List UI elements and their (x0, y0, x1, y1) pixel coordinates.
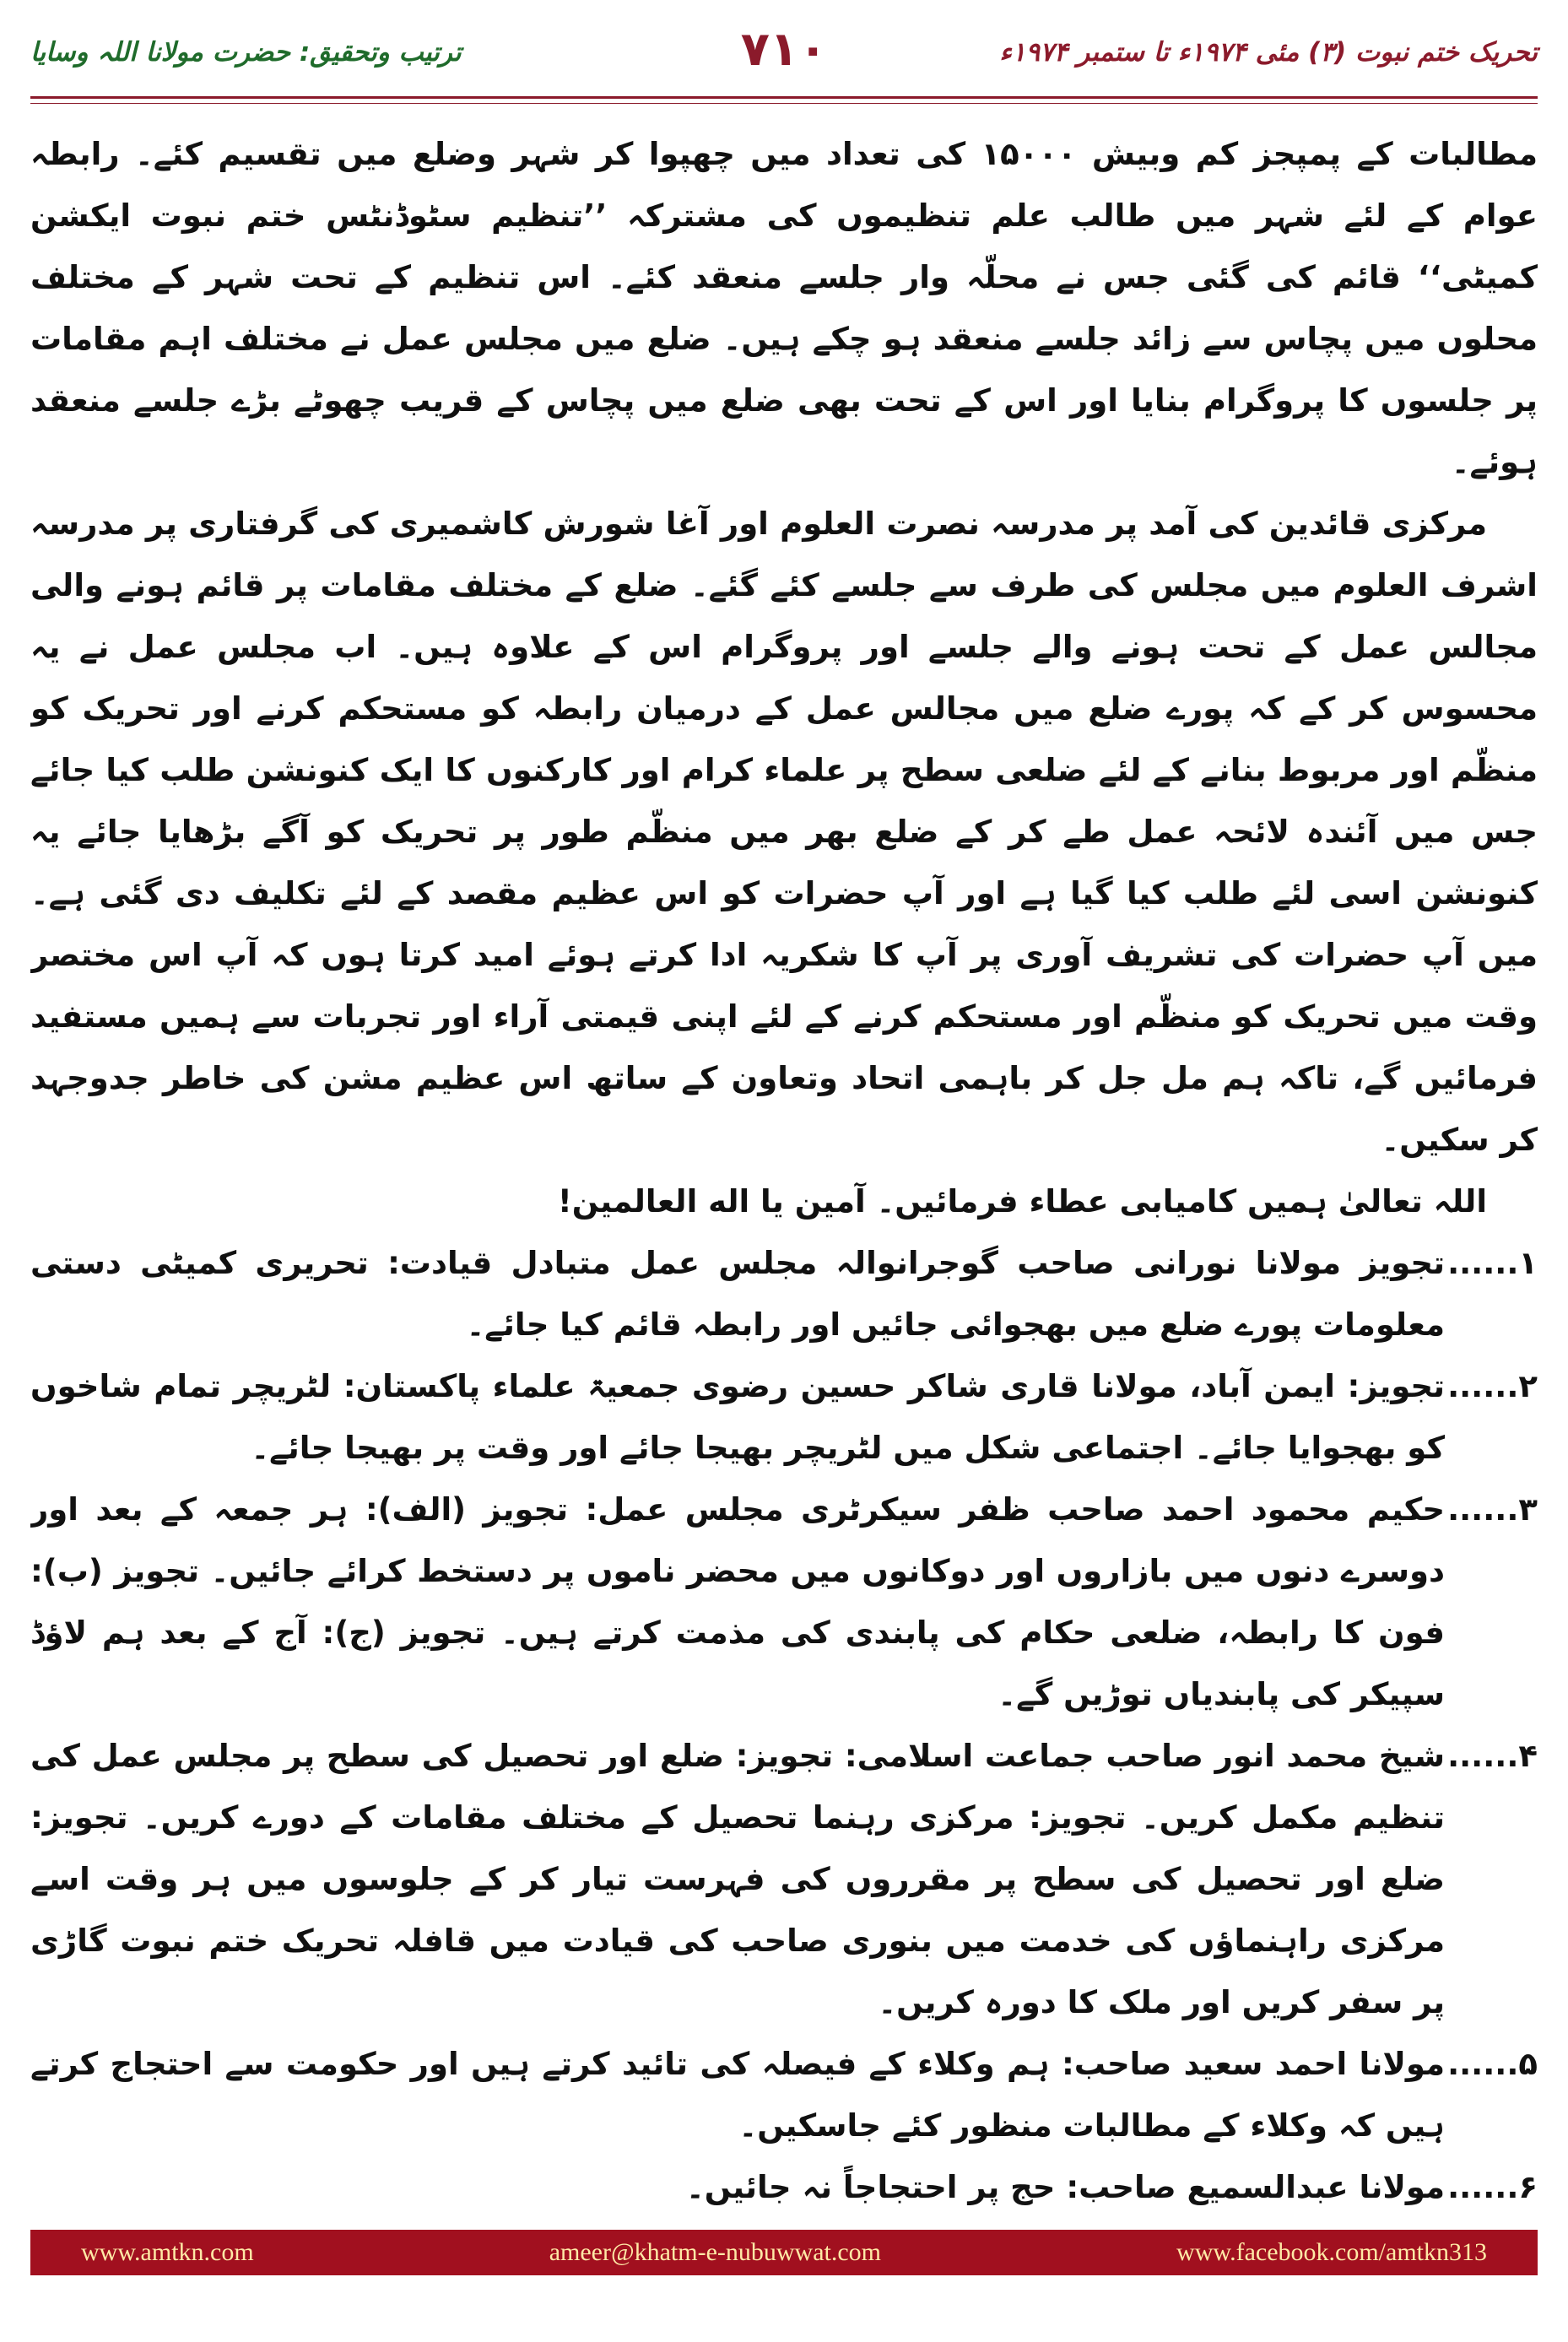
item-text: مولانا عبدالسمیع صاحب: حج پر احتجاجاً نہ جائیں۔ (686, 2169, 1445, 2205)
list-item (30, 1232, 1538, 1355)
compiler-credit: ترتیب وتحقیق: حضرت مولانا اللہ وسایا (30, 37, 462, 68)
list-item (30, 2156, 1538, 2216)
item-number: ۴...... (1447, 1738, 1538, 1774)
header-divider (30, 96, 1538, 99)
page-body (30, 123, 1538, 2216)
website-link[interactable]: www.amtkn.com (81, 2238, 254, 2266)
body-paragraph: مطالبات کے پمپجز کم وبیش ۱۵۰۰۰ کی تعداد میں چھپوا کر شہر وضلع میں تقسیم کئے۔ رابطہ عوام کے لئے شہر میں طالب علم تنظیموں کی مشترکہ ’’تنظیم سٹوڈنٹس ختم نبوت ایکشن کمیٹی‘‘ قائم کی گئی جس نے محلّہ وار جلسے منعقد کئے۔ اس تنظیم کے تحت شہر کے مختلف محلوں میں پچاس سے زائد جلسے منعقد ہو چکے ہیں۔ ضلع میں مجلس عمل نے مختلف اہم مقامات پر جلسوں کا پروگرام بنایا اور اس کے تحت بھی ضلع میں پچاس کے قریب چھوٹے بڑے جلسے منعقد ہوئے۔ (30, 136, 1538, 480)
page-footer (0, 2221, 1568, 2342)
body-paragraph: مرکزی قائدین کی آمد پر مدرسہ نصرت العلوم اور آغا شورش کاشمیری کی گرفتاری پر مدرسہ اشرف العلوم میں مجلس کی طرف سے جلسے کئے گئے۔ ضلع کے مختلف مقامات پر قائم ہونے والی مجالس عمل کے تحت ہونے والے جلسے اور پروگرام اس کے علاوہ ہیں۔ اب مجلس عمل نے یہ محسوس کر کے کہ پورے ضلع میں مجالس عمل کے درمیان رابطہ کو مستحکم کرنے اور تحریک کو منظّم اور مربوط بنانے کے لئے ضلعی سطح پر علماء کرام اور کارکنوں کا ایک کنونشن طلب کیا جائے جس میں آئندہ لائحہ عمل طے کر کے ضلع بھر میں منظّم طور پر تحریک کو آگے بڑھایا جائے یہ کنونشن اسی لئے طلب کیا گیا ہے اور آپ حضرات کو اس عظیم مقصد کے لئے تکلیف دی گئی ہے۔ میں آپ حضرات کی تشریف آوری پر آپ کا شکریہ ادا کرتے ہوئے امید کرتا ہوں کہ آپ اس مختصر وقت میں تحریک کو منظّم اور مستحکم کرنے کے لئے اپنی قیمتی آراء اور تجربات سے ہمیں مستفید فرمائیں گے، تاکہ ہم مل جل کر باہمی اتحاد وتعاون کے ساتھ اس عظیم مشن کی خاطر جدوجہد کر سکیں۔ (30, 506, 1538, 1158)
list-item (30, 2033, 1538, 2156)
page-number: ۷۱۰ (740, 22, 828, 77)
item-text: تجویز مولانا نورانی صاحب گوجرانوالہ مجلس عمل متبادل قیادت: تحریری کمیٹی دستی معلومات پورے ضلع میں بھجوائی جائیں اور رابطہ قائم کیا جائے۔ (30, 1245, 1445, 1343)
list-item (30, 1355, 1538, 1479)
item-number: ۳...... (1447, 1491, 1538, 1528)
item-number: ۲...... (1447, 1368, 1538, 1404)
item-text: تجویز: ایمن آباد، مولانا قاری شاکر حسین رضوی جمعیۃ علماء پاکستان: لٹریچر تمام شاخوں کو بھجوایا جائے۔ اجتماعی شکل میں لٹریچر بھیجا جائے اور وقت پر بھیجا جائے۔ (30, 1368, 1445, 1466)
list-item (30, 1725, 1538, 2033)
list-item (30, 1479, 1538, 1725)
footer-bar (30, 2230, 1538, 2275)
item-number: ۶...... (1447, 2169, 1538, 2205)
email-link[interactable]: ameer@khatm-e-nubuwwat.com (549, 2238, 882, 2266)
page-header (0, 0, 1568, 127)
facebook-link[interactable]: www.facebook.com/amtkn313 (1176, 2238, 1487, 2266)
item-text: شیخ محمد انور صاحب جماعت اسلامی: تجویز: ضلع اور تحصیل کی سطح پر مجلس عمل کی تنظیم مکمل کریں۔ تجویز: مرکزی رہنما تحصیل کے مختلف مقامات کے دورے کریں۔ تجویز: ضلع اور تحصیل کی سطح پر مقرروں کی فہرست تیار کر کے جلوسوں میں ہر وقت اسے مرکزی راہنماؤں کی خدمت میں بنوری صاحب کی قیادت میں قافلہ تحریک ختم نبوت گاڑی پر سفر کریں اور ملک کا دورہ کریں۔ (30, 1738, 1445, 2020)
book-title: تحریک ختم نبوت (۳) مئی ۱۹۷۴ء تا ستمبر ۱۹۷۴ء (999, 37, 1538, 68)
item-text: حکیم محمود احمد صاحب ظفر سیکرٹری مجلس عمل: تجویز (الف): ہر جمعہ کے بعد اور دوسرے دنوں میں بازاروں اور دوکانوں میں محضر ناموں پر دستخط کرائے جائیں۔ تجویز (ب): فون کا رابطہ، ضلعی حکام کی پابندی کی مذمت کرتے ہیں۔ تجویز (ج): آج کے بعد ہم لاؤڈ سپیکر کی پابندیاں توڑیں گے۔ (30, 1491, 1445, 1712)
item-text: مولانا احمد سعید صاحب: ہم وکلاء کے فیصلہ کی تائید کرتے ہیں اور حکومت سے احتجاج کرتے ہیں کہ وکلاء کے مطالبات منظور کئے جاسکیں۔ (30, 2046, 1445, 2144)
item-number: ۵...... (1447, 2046, 1538, 2082)
prayer-line: اللہ تعالیٰ ہمیں کامیابی عطاء فرمائیں۔ آمین یا اله العالمین! (557, 1183, 1487, 1220)
item-number: ۱...... (1447, 1245, 1538, 1281)
header-divider-thin (30, 103, 1538, 104)
